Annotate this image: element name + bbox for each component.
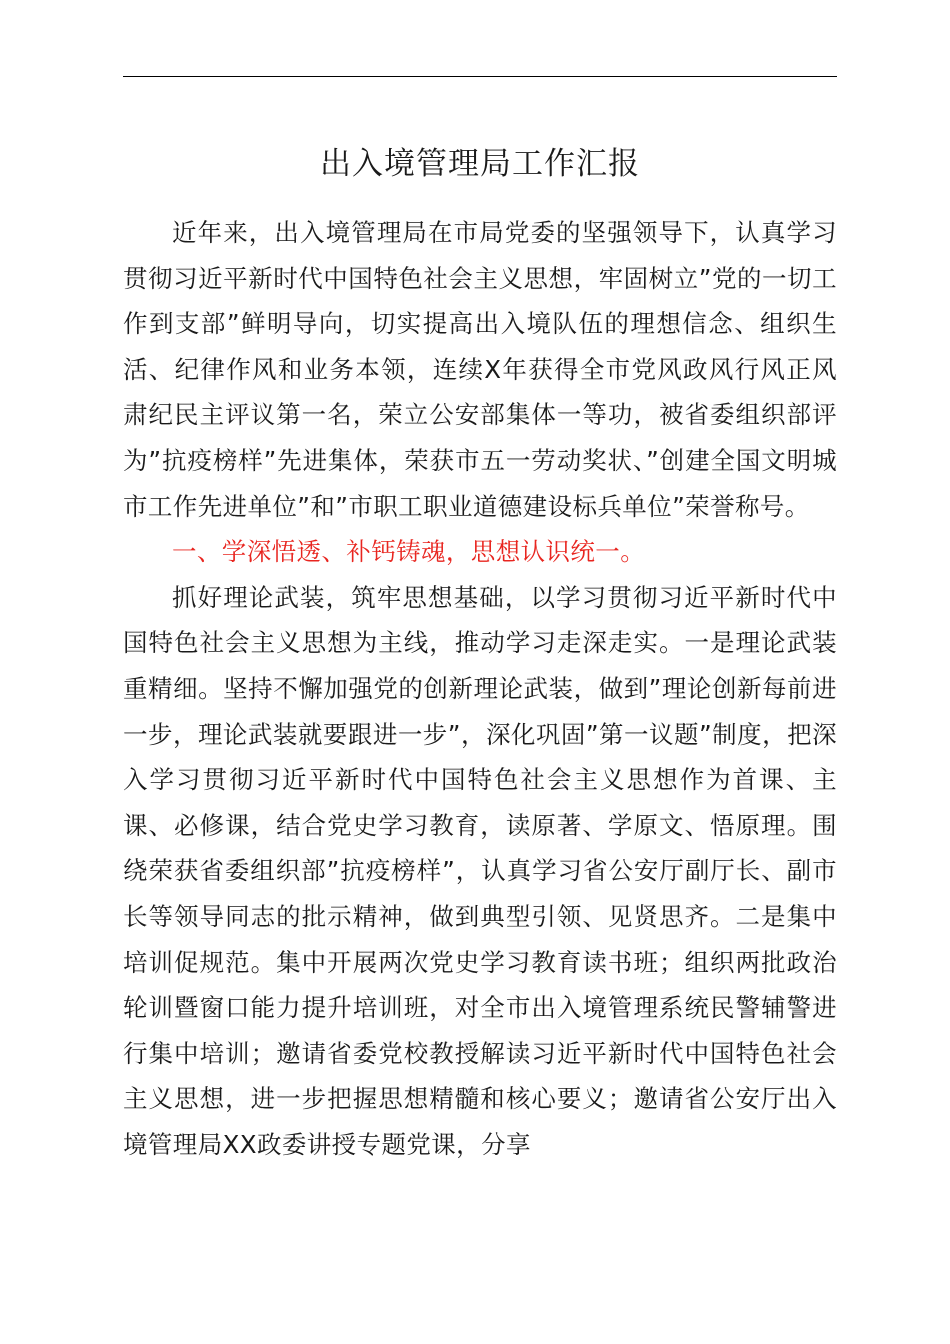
section-heading: 一、学深悟透、补钙铸魂，思想认识统一。	[172, 537, 646, 567]
intro-paragraph: 近年来，出入境管理局在市局党委的坚强领导下，认真学习贯彻习近平新时代中国特色社会主义思想，牢固树立”党的一切工作到支部”鲜明导向，切实提高出入境队伍的理想信念、组织生活、纪律作风和业务本领，连续X年获得全市党风政风行风正风肃纪民主评议第一名，荣立公安部集体一等功，被省委组织部评为”抗疫榜样”先进集体，荣获市五一劳动奖状、”创建全国文明城市工作先进单位”和”市职工职业道德建设标兵单位”荣誉称号。	[123, 218, 837, 521]
document-title: 出入境管理局工作汇报	[320, 146, 640, 182]
section-body-paragraph: 抓好理论武装，筑牢思想基础，以学习贯彻习近平新时代中国特色社会主义思想为主线，推动学习走深走实。一是理论武装重精细。坚持不懈加强党的创新理论武装，做到”理论创新每前进一步，理论武装就要跟进一步”，深化巩固”第一议题”制度，把深入学习贯彻习近平新时代中国特色社会主义思想作为首课、主课、必修课，结合党史学习教育，读原著、学原文、悟原理。围绕荣获省委组织部”抗疫榜样”，认真学习省公安厅副厅长、副市长等领导同志的批示精神，做到典型引领、见贤思齐。二是集中培训促规范。集中开展两次党史学习教育读书班；组织两批政治轮训暨窗口能力提升培训班，对全市出入境管理系统民警辅警进行集中培训；邀请省委党校教授解读习近平新时代中国特色社会主义思想，进一步把握思想精髓和核心要义；邀请省公安厅出入境管理局XX政委讲授专题党课，分享	[123, 582, 837, 1159]
document-body	[123, 210, 837, 1167]
header-rule	[123, 76, 837, 77]
